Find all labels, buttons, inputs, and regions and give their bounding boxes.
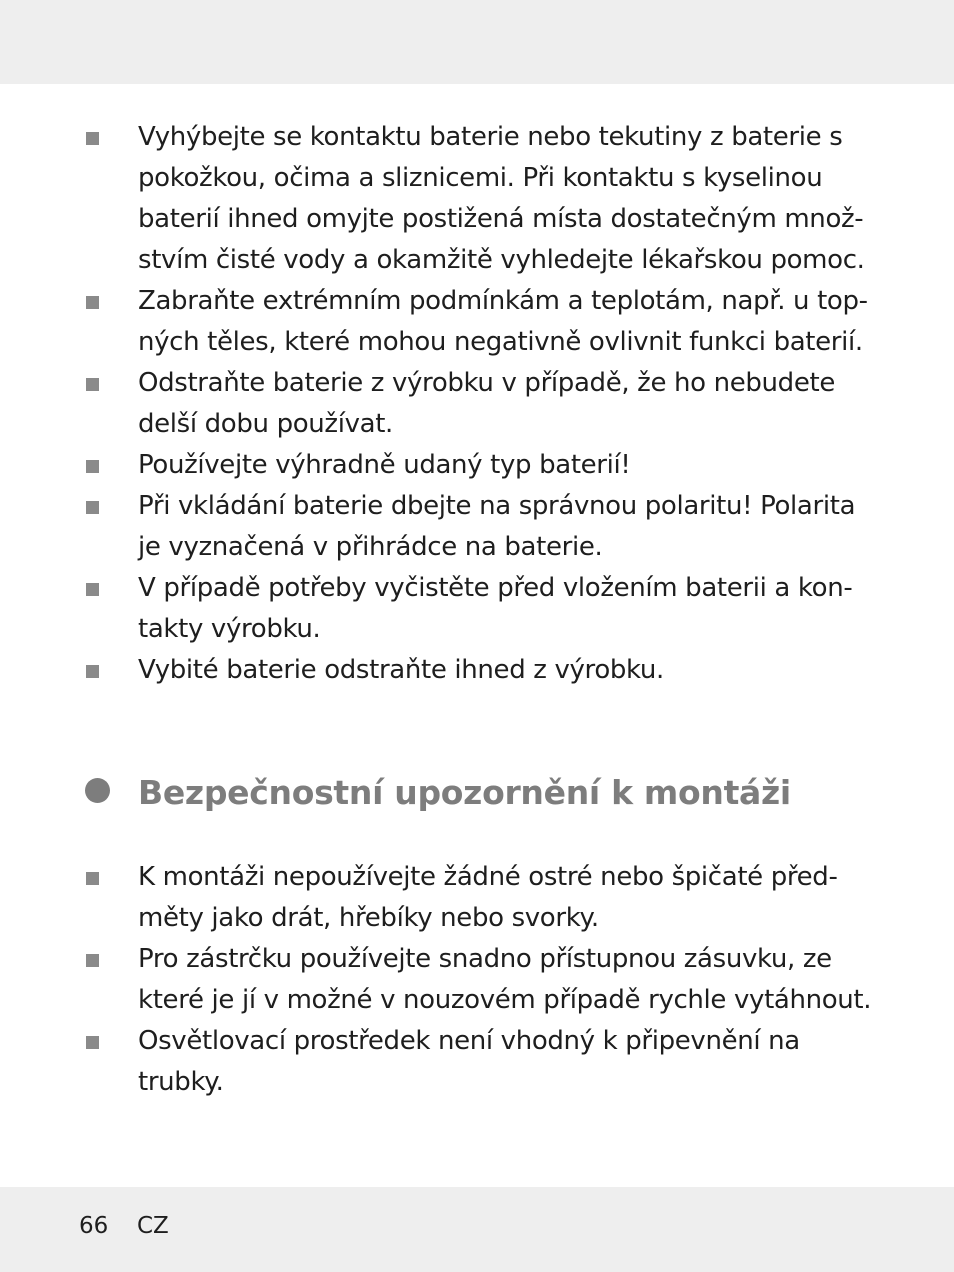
square-bullet-icon xyxy=(86,378,99,391)
list-item-text: Zabraňte extrémním podmínkám a teplotám, např. u top- ných těles, které mohou negativně ovlivnit funkci baterií. xyxy=(138,286,868,357)
square-bullet-icon xyxy=(86,1036,99,1049)
square-bullet-icon xyxy=(86,872,99,885)
list-item xyxy=(0,486,954,568)
list-item-text: Vybité baterie odstraňte ihned z výrobku. xyxy=(138,655,664,685)
square-bullet-icon xyxy=(86,296,99,309)
square-bullet-icon xyxy=(86,501,99,514)
list-item-text: V případě potřeby vyčistěte před vložením baterii a kon- takty výrobku. xyxy=(138,573,853,644)
language-code: CZ xyxy=(137,1213,169,1239)
list-item xyxy=(0,117,954,281)
list-item xyxy=(0,363,954,445)
list-item-text: K montáži nepoužívejte žádné ostré nebo špičaté před- měty jako drát, hřebíky nebo svorky. xyxy=(138,862,838,933)
mounting-safety-list xyxy=(0,857,954,1103)
top-band xyxy=(0,0,954,84)
list-item-text: Odstraňte baterie z výrobku v případě, že ho nebudete delší dobu používat. xyxy=(138,368,835,439)
list-item xyxy=(0,445,954,486)
list-item-text: Vyhýbejte se kontaktu baterie nebo tekutiny z baterie s pokožkou, očima a sliznicemi. Při kontaktu s kyselinou baterií ihned omyjte postižená místa dostatečným množ- stvím čisté vody a okamžitě vyhledejte lékařskou pomoc. xyxy=(138,122,865,275)
list-item xyxy=(0,568,954,650)
list-item-text: Při vkládání baterie dbejte na správnou polaritu! Polarita je vyznačená v přihrádce na baterie. xyxy=(138,491,856,562)
page-number: 66 xyxy=(79,1213,109,1239)
list-item-text: Používejte výhradně udaný typ baterií! xyxy=(138,450,631,480)
circle-bullet-icon xyxy=(85,778,110,803)
square-bullet-icon xyxy=(86,132,99,145)
battery-safety-list xyxy=(0,117,954,691)
section-heading xyxy=(0,770,954,816)
list-item xyxy=(0,1021,954,1103)
square-bullet-icon xyxy=(86,460,99,473)
list-item xyxy=(0,857,954,939)
section-heading-text: Bezpečnostní upozornění k montáži xyxy=(138,773,791,812)
list-item-text: Osvětlovací prostředek není vhodný k připevnění na trubky. xyxy=(138,1026,800,1097)
square-bullet-icon xyxy=(86,954,99,967)
list-item xyxy=(0,650,954,691)
list-item-text: Pro zástrčku používejte snadno přístupnou zásuvku, ze které je jí v možné v nouzovém případě rychle vytáhnout. xyxy=(138,944,872,1015)
list-item xyxy=(0,281,954,363)
square-bullet-icon xyxy=(86,583,99,596)
square-bullet-icon xyxy=(86,665,99,678)
list-item xyxy=(0,939,954,1021)
